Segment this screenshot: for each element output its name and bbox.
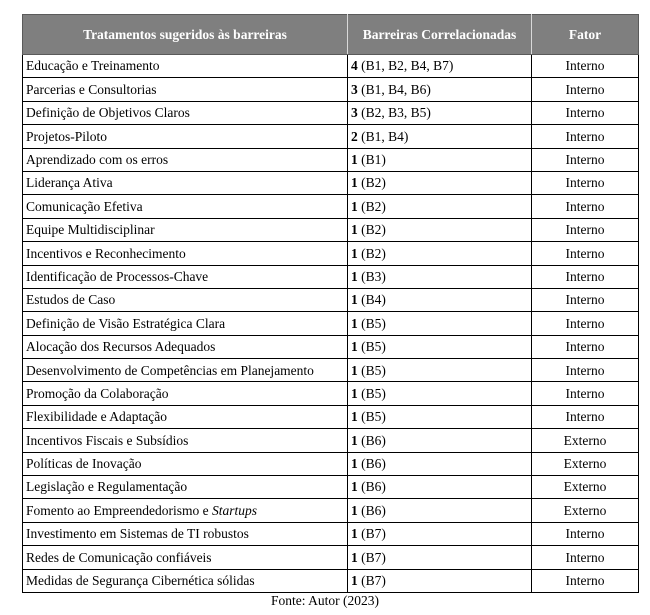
- table-row: [23, 195, 639, 218]
- barrier-count: 1: [351, 456, 358, 472]
- barrier-codes: (B6): [361, 456, 386, 472]
- barrier-codes: (B5): [361, 315, 386, 331]
- treatment-text: Desenvolvimento de Competências em Planejamento: [26, 362, 314, 378]
- factor-cell: Interno: [532, 312, 639, 335]
- treatment-italic-text: Startups: [211, 502, 257, 518]
- barrier-codes: (B2): [361, 198, 386, 214]
- barriers-cell: [348, 569, 532, 592]
- header-factor: Fator: [532, 15, 639, 55]
- table-row: [23, 569, 639, 592]
- factor-cell: Interno: [532, 405, 639, 428]
- barriers-cell: [348, 218, 532, 241]
- factor-cell: Externo: [532, 499, 639, 522]
- treatment-cell: [23, 429, 348, 452]
- barriers-cell: [348, 101, 532, 124]
- factor-cell: Interno: [532, 382, 639, 405]
- barriers-cell: [348, 499, 532, 522]
- factor-cell: Interno: [532, 101, 639, 124]
- table-row: [23, 125, 639, 148]
- barrier-codes: (B4): [361, 292, 386, 308]
- header-barriers: Barreiras Correlacionadas: [348, 15, 532, 55]
- barrier-count: 1: [351, 362, 358, 378]
- factor-cell: Interno: [532, 78, 639, 101]
- factor-cell: Interno: [532, 55, 639, 78]
- treatment-text: Medidas de Segurança Cibernética sólidas: [26, 573, 255, 589]
- table-row: [23, 78, 639, 101]
- factor-cell: Interno: [532, 218, 639, 241]
- barrier-count: 2: [351, 128, 358, 144]
- barriers-cell: [348, 476, 532, 499]
- treatment-text: Identificação de Processos-Chave: [26, 268, 209, 284]
- table-row: [23, 382, 639, 405]
- treatment-cell: [23, 359, 348, 382]
- factor-cell: Interno: [532, 148, 639, 171]
- treatment-cell: [23, 148, 348, 171]
- barrier-count: 1: [351, 409, 358, 425]
- barrier-codes: (B2): [361, 175, 386, 191]
- barrier-codes: (B1, B2, B4, B7): [361, 58, 454, 74]
- treatment-cell: [23, 522, 348, 545]
- treatment-text: Definição de Objetivos Claros: [26, 105, 190, 121]
- treatment-text: Flexibilidade e Adaptação: [26, 409, 167, 425]
- treatment-text: Alocação dos Recursos Adequados: [26, 339, 216, 355]
- barriers-cell: [348, 288, 532, 311]
- treatment-cell: [23, 125, 348, 148]
- treatment-cell: [23, 288, 348, 311]
- barrier-codes: (B2): [361, 222, 386, 238]
- barrier-codes: (B1, B4): [361, 128, 409, 144]
- table-row: [23, 265, 639, 288]
- treatment-cell: [23, 546, 348, 569]
- factor-cell: Interno: [532, 335, 639, 358]
- treatment-cell: [23, 476, 348, 499]
- table-row: [23, 242, 639, 265]
- table-row: [23, 405, 639, 428]
- table-row: [23, 522, 639, 545]
- table-row: [23, 429, 639, 452]
- barriers-cell: [348, 195, 532, 218]
- factor-cell: Interno: [532, 288, 639, 311]
- barrier-codes: (B5): [361, 409, 386, 425]
- factor-cell: Interno: [532, 265, 639, 288]
- factor-cell: Interno: [532, 569, 639, 592]
- barriers-cell: [348, 55, 532, 78]
- barrier-codes: (B6): [361, 502, 386, 518]
- factor-cell: Externo: [532, 452, 639, 475]
- barriers-cell: [348, 382, 532, 405]
- factor-cell: Interno: [532, 359, 639, 382]
- treatment-cell: [23, 312, 348, 335]
- treatment-cell: [23, 405, 348, 428]
- barrier-count: 1: [351, 222, 358, 238]
- treatment-cell: [23, 195, 348, 218]
- barrier-count: 1: [351, 152, 358, 167]
- factor-cell: Interno: [532, 171, 639, 194]
- table-row: [23, 218, 639, 241]
- treatment-text: Educação e Treinamento: [26, 58, 160, 74]
- barriers-cell: [348, 429, 532, 452]
- barriers-cell: [348, 171, 532, 194]
- treatment-text: Investimento em Sistemas de TI robustos: [26, 526, 249, 542]
- table-row: [23, 171, 639, 194]
- barriers-cell: [348, 405, 532, 428]
- factor-cell: Interno: [532, 522, 639, 545]
- source-caption: Fonte: Autor (2023): [271, 593, 379, 608]
- barrier-count: 1: [351, 573, 358, 589]
- table-row: [23, 101, 639, 124]
- table-row: [23, 359, 639, 382]
- treatment-text: Redes de Comunicação confiáveis: [26, 549, 212, 565]
- barrier-count: 1: [351, 479, 358, 495]
- treatment-cell: [23, 218, 348, 241]
- treatment-text: Incentivos e Reconhecimento: [26, 245, 186, 261]
- barrier-count: 1: [351, 339, 358, 355]
- barrier-codes: (B5): [361, 385, 386, 401]
- treatment-cell: [23, 569, 348, 592]
- barriers-cell: [348, 359, 532, 382]
- barrier-codes: (B5): [361, 339, 386, 355]
- treatment-text: Parcerias e Consultorias: [26, 81, 157, 97]
- barrier-codes: (B7): [361, 573, 386, 589]
- barriers-cell: [348, 452, 532, 475]
- barriers-cell: [348, 148, 532, 171]
- barrier-count: 1: [351, 292, 358, 308]
- barrier-treatments-table: [22, 14, 639, 593]
- treatment-cell: [23, 55, 348, 78]
- treatment-cell: [23, 382, 348, 405]
- treatment-text: Definição de Visão Estratégica Clara: [26, 315, 226, 331]
- barrier-count: 1: [351, 268, 358, 284]
- table-row: [23, 148, 639, 171]
- barrier-count: 1: [351, 198, 358, 214]
- factor-cell: Externo: [532, 476, 639, 499]
- barrier-count: 1: [351, 385, 358, 401]
- treatment-text: Comunicação Efetiva: [26, 198, 143, 214]
- barrier-codes: (B1, B4, B6): [361, 81, 431, 97]
- barriers-cell: [348, 125, 532, 148]
- barrier-count: 1: [351, 549, 358, 565]
- barrier-codes: (B6): [361, 432, 386, 448]
- treatment-text: Fomento ao Empreendedorismo e: [26, 502, 209, 518]
- barrier-count: 4: [351, 58, 358, 74]
- barriers-cell: [348, 242, 532, 265]
- barrier-count: 1: [351, 502, 358, 518]
- barriers-cell: [348, 312, 532, 335]
- barriers-cell: [348, 265, 532, 288]
- treatment-text: Políticas de Inovação: [26, 456, 142, 472]
- barrier-codes: (B2): [361, 245, 386, 261]
- treatment-text: Legislação e Regulamentação: [26, 479, 188, 495]
- treatment-text: Projetos-Piloto: [26, 128, 108, 144]
- barrier-codes: (B6): [361, 479, 386, 495]
- barrier-count: 1: [351, 432, 358, 448]
- barrier-count: 1: [351, 526, 358, 542]
- barriers-cell: [348, 335, 532, 358]
- treatment-cell: [23, 171, 348, 194]
- barrier-codes: (B1): [361, 152, 386, 167]
- table-row: [23, 288, 639, 311]
- factor-cell: Interno: [532, 125, 639, 148]
- barrier-count: 3: [351, 105, 358, 121]
- treatment-text: Aprendizado com os erros: [26, 152, 169, 167]
- treatment-cell: [23, 452, 348, 475]
- table-body: [23, 55, 639, 593]
- barrier-codes: (B7): [361, 549, 386, 565]
- treatment-cell: [23, 265, 348, 288]
- table-row: [23, 312, 639, 335]
- table-row: [23, 55, 639, 78]
- barrier-count: 1: [351, 245, 358, 261]
- treatment-cell: [23, 242, 348, 265]
- treatment-cell: [23, 101, 348, 124]
- factor-cell: Externo: [532, 429, 639, 452]
- table-row: [23, 335, 639, 358]
- treatment-text: Liderança Ativa: [26, 175, 113, 191]
- barrier-codes: (B2, B3, B5): [361, 105, 431, 121]
- header-row: [23, 15, 639, 55]
- treatment-cell: [23, 78, 348, 101]
- barriers-cell: [348, 522, 532, 545]
- treatment-text: Incentivos Fiscais e Subsídios: [26, 432, 189, 448]
- barrier-codes: (B3): [361, 268, 386, 284]
- barriers-cell: [348, 546, 532, 569]
- factor-cell: Interno: [532, 242, 639, 265]
- barrier-codes: (B7): [361, 526, 386, 542]
- treatment-text: Equipe Multidisciplinar: [26, 222, 155, 238]
- header-treatments: Tratamentos sugeridos às barreiras: [23, 15, 348, 55]
- table-row: [23, 499, 639, 522]
- table-row: [23, 452, 639, 475]
- factor-cell: Interno: [532, 546, 639, 569]
- barrier-count: 3: [351, 81, 358, 97]
- table-header: [23, 15, 639, 55]
- barrier-codes: (B5): [361, 362, 386, 378]
- table-row: [23, 476, 639, 499]
- barrier-count: 1: [351, 315, 358, 331]
- factor-cell: Interno: [532, 195, 639, 218]
- barrier-count: 1: [351, 175, 358, 191]
- barriers-cell: [348, 78, 532, 101]
- treatment-text: Promoção da Colaboração: [26, 385, 169, 401]
- treatment-text: Estudos de Caso: [26, 292, 116, 308]
- treatment-cell: [23, 335, 348, 358]
- treatment-cell: [23, 499, 348, 522]
- table-row: [23, 546, 639, 569]
